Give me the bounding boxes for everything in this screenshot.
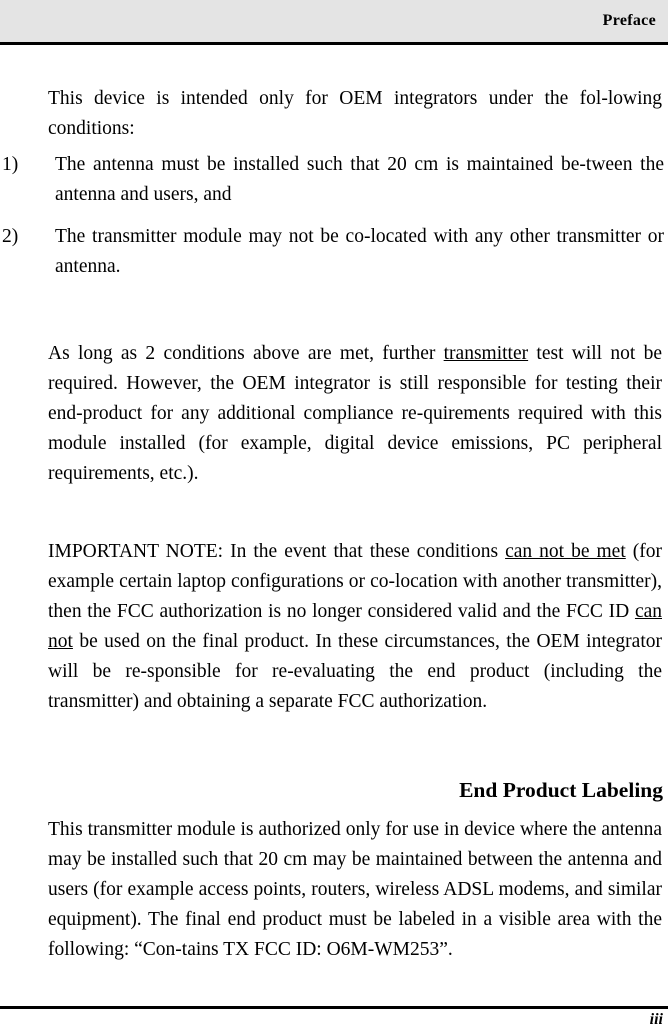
list-item-text: The transmitter module may not be co-located with any other transmitter or antenna. xyxy=(55,226,664,277)
section-heading-end-product-labeling: End Product Labeling xyxy=(459,778,663,802)
intro-paragraph: This device is intended only for OEM integrators under the fol-lowing conditions: xyxy=(48,88,662,139)
page-header xyxy=(0,0,668,42)
can-not-underlined: can not xyxy=(48,601,662,652)
important-note-paragraph xyxy=(48,537,662,717)
labeling-paragraph: This transmitter module is authorized only for use in device where the antenna may be installed such that 20 cm may be maintained between the antenna and users (for example access points, routers, wireless ADSL modems, and similar equipment). The final end product must be labeled in a visible area with the following: “Con-tains TX FCC ID: O6M-WM253”. xyxy=(48,819,662,960)
conditions-met-text-1: As long as 2 conditions above are met, further xyxy=(48,343,444,364)
important-note-text-1: IMPORTANT NOTE: In the event that these conditions xyxy=(48,541,506,562)
conditions-met-text-2: test will not be required. However, the OEM integrator is still responsible for testing their end-product for any additional compliance re-quirements required with this module installed (for example, digital device emissions, PC peripheral requirements, etc.). xyxy=(48,343,662,484)
list-item-text: The antenna must be installed such that 20 cm is maintained be-tween the antenna and users, and xyxy=(55,154,664,205)
transmitter-underlined: transmitter xyxy=(443,343,529,364)
list-item-number: 1) xyxy=(2,154,19,175)
important-note-text-2: (for example certain laptop configurations or co-location with another transmitter), then the FCC authorization is no longer considered valid and the FCC ID xyxy=(48,541,663,622)
footer-rule xyxy=(0,1006,668,1009)
header-title: Preface xyxy=(602,12,656,29)
list-item-number: 2) xyxy=(2,226,19,247)
header-rule xyxy=(0,42,668,45)
conditions-met-paragraph xyxy=(48,339,662,489)
important-note-text-3: be used on the final product. In these circumstances, the OEM integrator will be re-sponsible for re-evaluating the end product (including the transmitter) and obtaining a separate FCC authorization. xyxy=(48,631,662,712)
list-item xyxy=(0,150,664,210)
list-item xyxy=(0,222,664,282)
can-not-be-met-underlined: can not be met xyxy=(505,541,626,562)
page-number: iii xyxy=(649,1011,663,1028)
